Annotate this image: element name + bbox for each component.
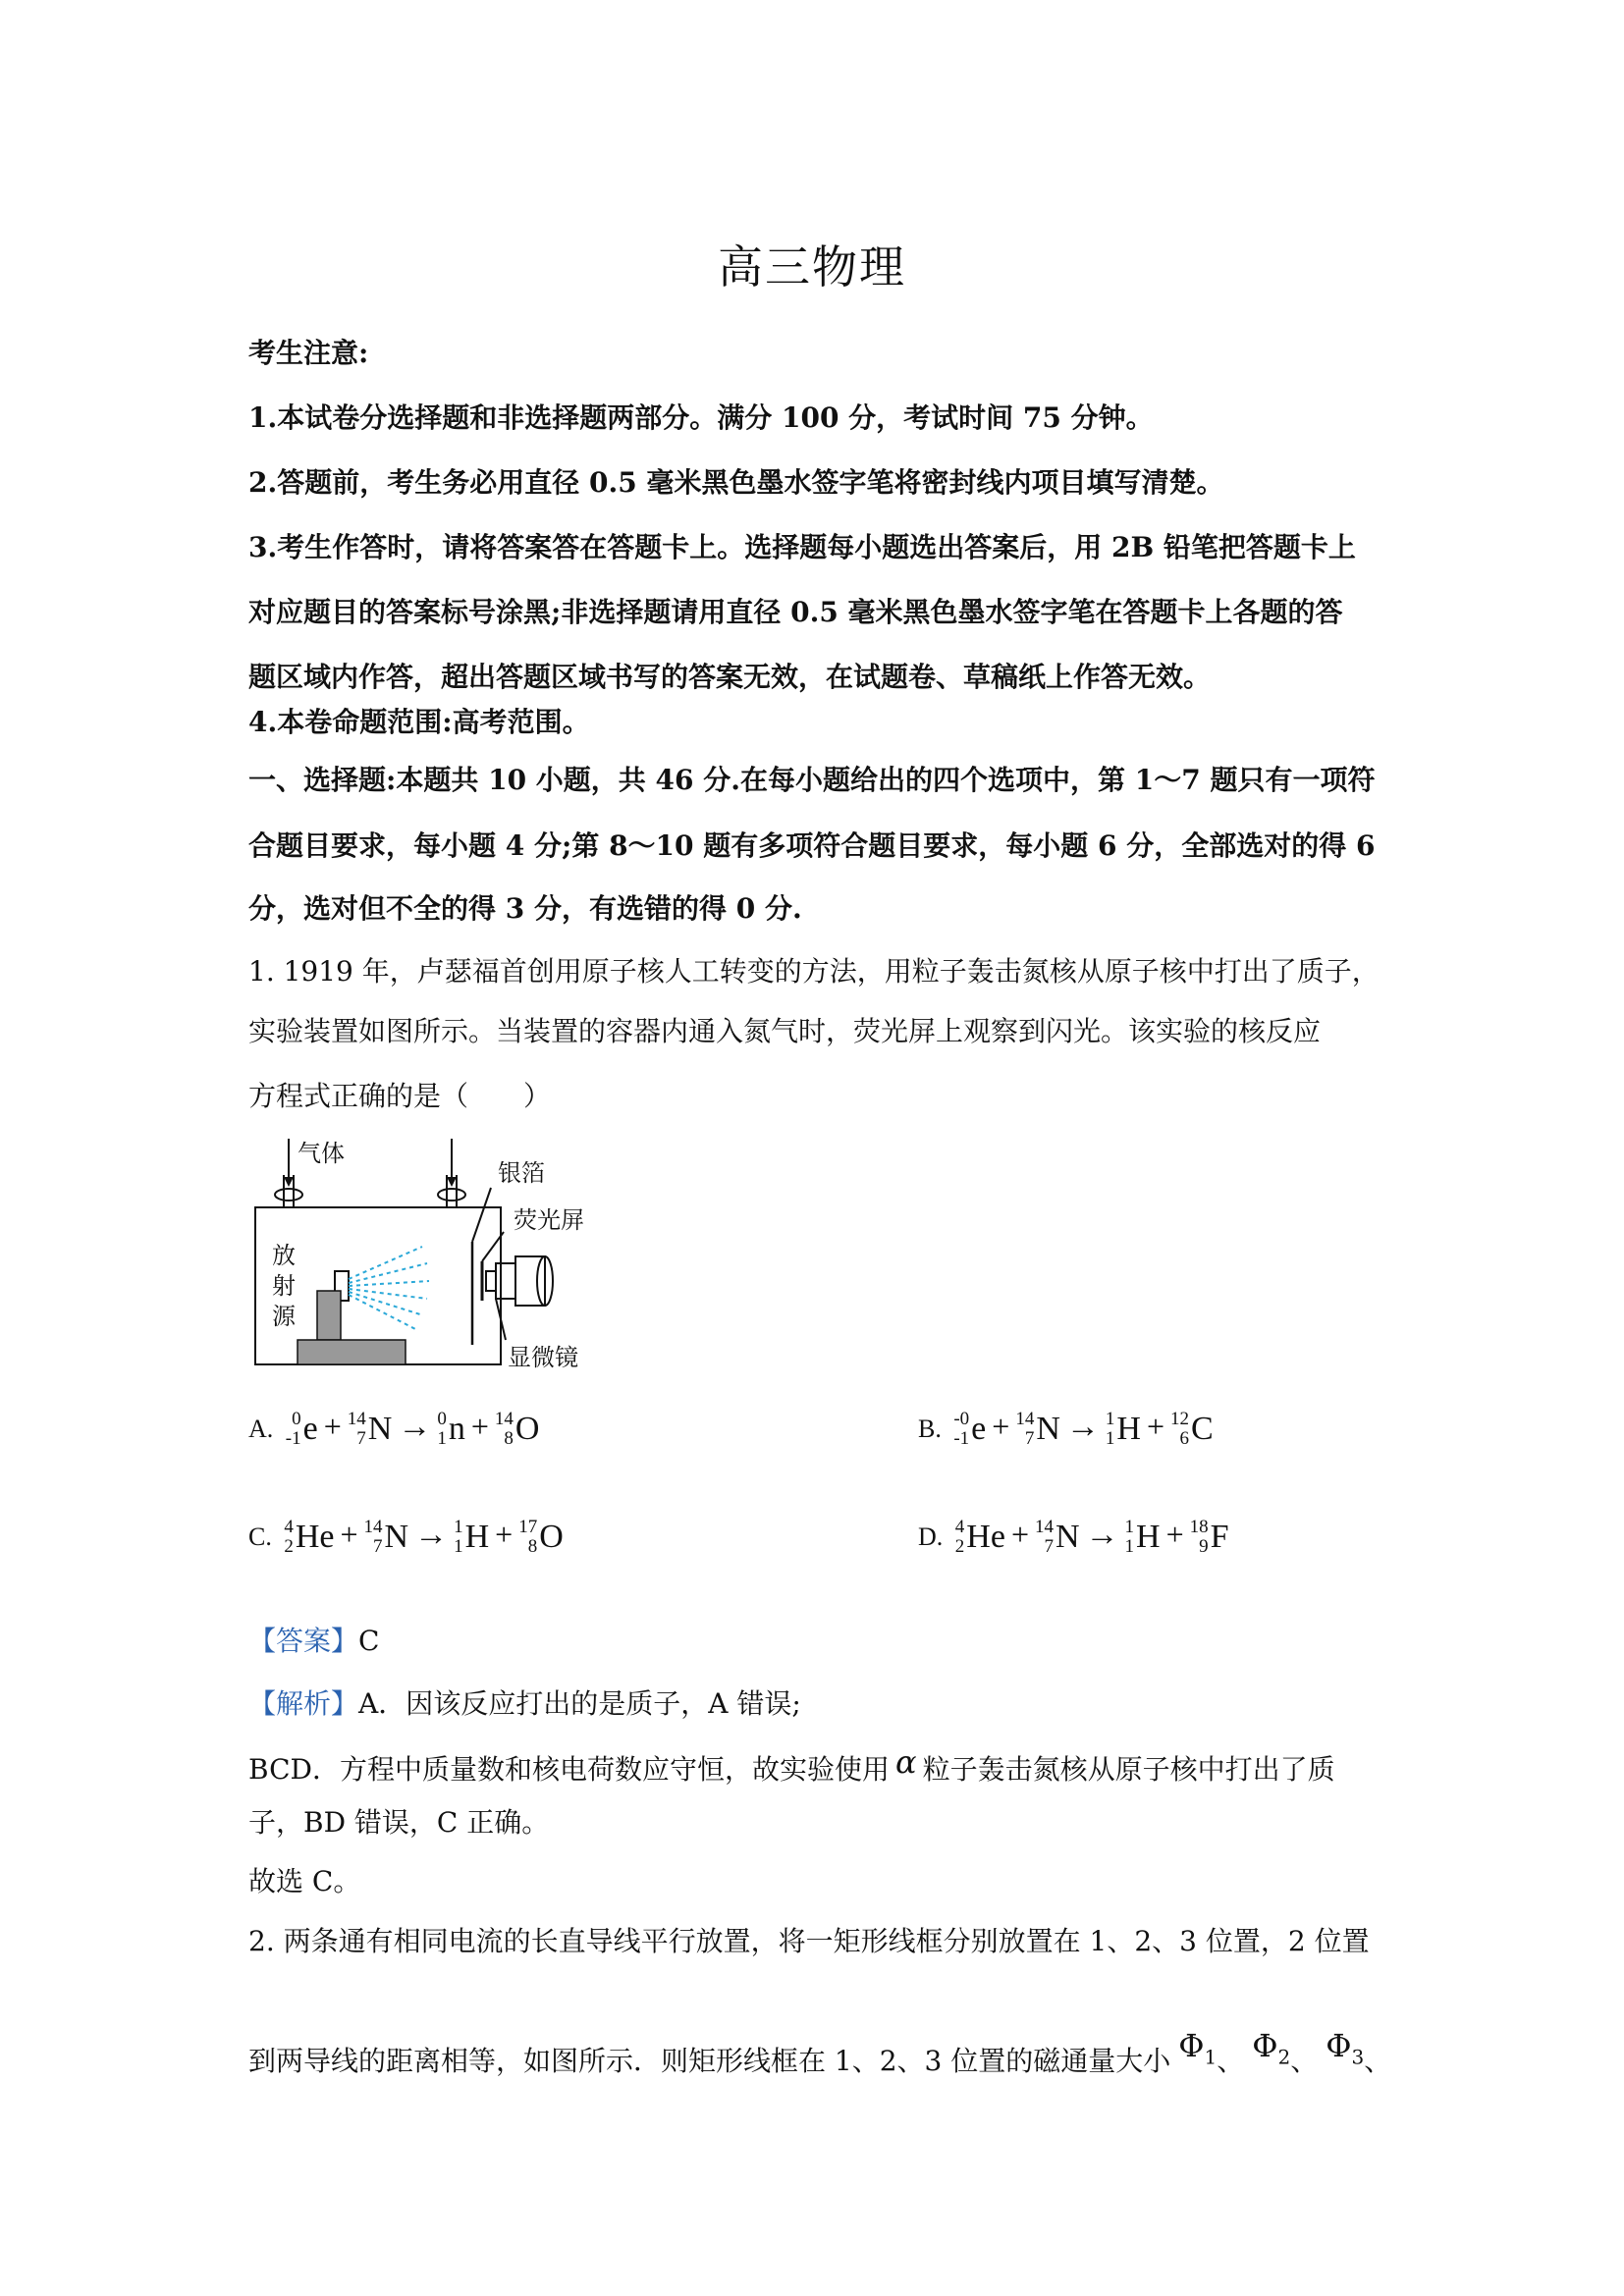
section-heading-line-2: 合题目要求，每小题 4 分;第 8～10 题有多项符合题目要求，每小题 6 分，全部选对的得 6 bbox=[248, 829, 1376, 862]
phi-1: $\Phi_1$ bbox=[1178, 2027, 1218, 2069]
particle-spray bbox=[349, 1247, 429, 1330]
q1-stem-line-2: 实验装置如图所示。当装置的容器内通入氮气时，荧光屏上观察到闪光。该实验的核反应 bbox=[248, 1015, 1322, 1047]
analysis-tag: 【解析】 bbox=[248, 1687, 359, 1720]
notice-item-4: 4.本卷命题范围:高考范围。 bbox=[248, 706, 590, 738]
option-b[interactable]: B. -0 -1 e + 14 7 N → 1 1 H + 12 6 C bbox=[918, 1409, 1214, 1450]
notice-item-3-cont: 对应题目的答案标号涂黑;非选择题请用直径 0.5 毫米黑色墨水签字笔在答题卡上各题的答 bbox=[248, 596, 1343, 628]
answer-tag: 【答案】 bbox=[248, 1625, 359, 1657]
notice-item-1: 1.本试卷分选择题和非选择题两部分。满分 100 分，考试时间 75 分钟。 bbox=[248, 401, 1154, 434]
answer-value: C bbox=[358, 1625, 380, 1657]
label-source-3: 源 bbox=[272, 1303, 296, 1330]
option-d[interactable]: D. 4 2 He + 14 7 N → 1 1 H + 18 9 F bbox=[918, 1517, 1229, 1558]
label-microscope: 显微镜 bbox=[508, 1344, 578, 1371]
page-title: 高三物理 bbox=[718, 240, 906, 294]
source-base bbox=[298, 1340, 406, 1364]
option-c[interactable]: C. 4 2 He + 14 7 N → 1 1 H + 17 8 O bbox=[248, 1517, 564, 1558]
notice-heading: 考生注意: bbox=[248, 337, 369, 369]
source-stand bbox=[317, 1291, 341, 1340]
phi-2: $\Phi_2$ bbox=[1252, 2027, 1291, 2069]
q1-conclusion: 故选 C。 bbox=[248, 1865, 361, 1897]
q1-analysis-line-2: BCD．方程中质量数和核电荷数应守恒，故实验使用 α 粒子轰击氮核从原子核中打出了质 bbox=[248, 1743, 1335, 1786]
phi-3: $\Phi_3$ bbox=[1326, 2027, 1365, 2069]
q2-stem-line-2: 到两导线的距离相等，如图所示．则矩形线框在 1、2、3 位置的磁通量大小 $\Phi_1$、 $\Phi_2$、 $\Phi_3$、 bbox=[248, 2027, 1392, 2077]
q1-stem-line-3: 方程式正确的是（ ） bbox=[248, 1080, 552, 1112]
notice-item-2: 2.答题前，考生务必用直径 0.5 毫米黑色墨水签字笔将密封线内项目填写清楚。 bbox=[248, 466, 1224, 499]
option-a[interactable]: A. 0 -1 e + 14 7 N → 0 1 n + 14 8 O bbox=[248, 1409, 540, 1450]
q1-stem-line-1: 1. 1919 年，卢瑟福首创用原子核人工转变的方法，用粒子轰击氮核从原子核中打出了质子， bbox=[248, 955, 1380, 988]
section-heading-line-3: 分，选对但不全的得 3 分，有选错的得 0 分. bbox=[248, 892, 802, 925]
notice-item-3: 3.考生作答时，请将答案答在答题卡上。选择题每小题选出答案后，用 2B 铅笔把答题卡上 bbox=[248, 531, 1356, 563]
label-silver-foil: 银箔 bbox=[498, 1159, 545, 1187]
alpha-symbol: α bbox=[894, 1743, 917, 1781]
q1-answer bbox=[248, 1622, 379, 1661]
q1-analysis-line-3: 子，BD 错误，C 正确。 bbox=[248, 1806, 550, 1839]
label-gas: 气体 bbox=[298, 1140, 345, 1167]
label-source-1: 放 bbox=[272, 1242, 296, 1269]
section-heading-line-1: 一、选择题:本题共 10 小题，共 46 分.在每小题给出的四个选项中，第 1～7 题只有一项符 bbox=[248, 764, 1376, 796]
q1-analysis-line-1: 【解析】A．因该反应打出的是质子，A 错误; bbox=[248, 1687, 801, 1720]
label-source-2: 射 bbox=[272, 1272, 296, 1300]
notice-item-3-end: 题区域内作答，超出答题区域书写的答案无效，在试题卷、草稿纸上作答无效。 bbox=[248, 661, 1212, 693]
label-fluorescent-screen: 荧光屏 bbox=[514, 1206, 584, 1234]
rutherford-apparatus-figure bbox=[250, 1134, 604, 1389]
q2-stem-line-1: 2. 两条通有相同电流的长直导线平行放置，将一矩形线框分别放置在 1、2、3 位置，2 位置 bbox=[248, 1925, 1370, 1957]
